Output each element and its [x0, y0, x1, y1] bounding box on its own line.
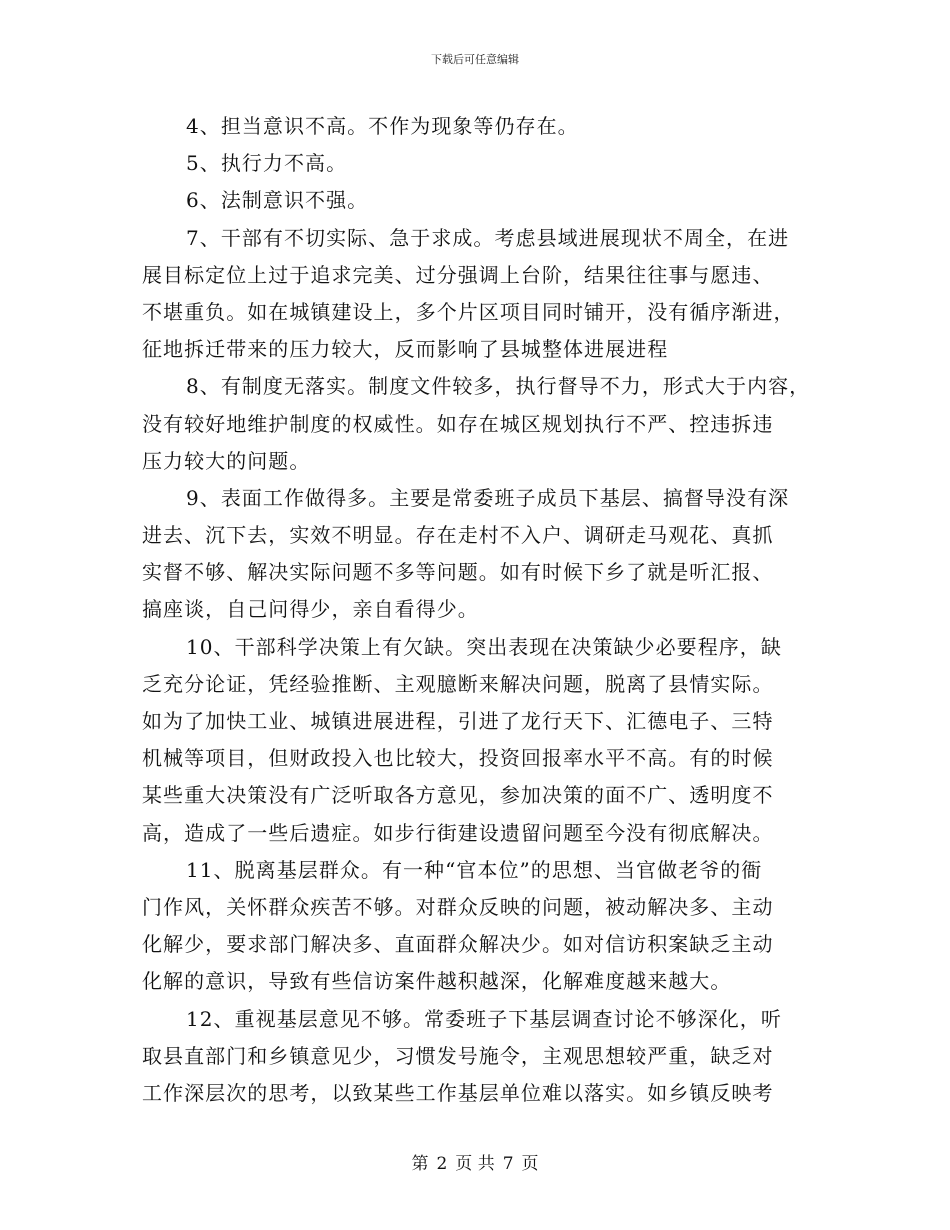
text-line: 高，造成了一些后遗症。如步行街建设遗留问题至今没有彻底解决。: [142, 820, 774, 845]
text-line: 8、有制度无落实。制度文件较多，执行督导不力，形式大于内容，: [186, 374, 811, 399]
total-pages-number: 7: [502, 1154, 514, 1174]
text-line: 7、干部有不切实际、急于求成。考虑县域进展现状不周全，在进: [186, 225, 790, 250]
text-line: 展目标定位上过于追求完美、过分强调上台阶，结果往往事与愿违、: [142, 262, 774, 287]
document-body: [142, 108, 811, 1112]
text-line: 机械等项目，但财政投入也比较大，投资回报率水平不高。有的时候: [142, 746, 774, 771]
text-line: 取县直部门和乡镇意见少，习惯发号施令，主观思想较严重，缺乏对: [142, 1043, 774, 1068]
text-line: 10、干部科学决策上有欠缺。突出表现在决策缺少必要程序，缺: [186, 634, 782, 659]
footer-suffix: 页: [521, 1154, 539, 1174]
text-line: 不堪重负。如在城镇建设上，多个片区项目同时铺开，没有循序渐进，: [142, 299, 795, 324]
text-line: 门作风，关怀群众疾苦不够。对群众反映的问题，被动解决多、主动: [142, 894, 774, 919]
current-page-number: 2: [436, 1154, 448, 1174]
text-line: 进去、沉下去，实效不明显。存在走村不入户、调研走马观花、真抓: [142, 523, 774, 548]
text-line: 化解少，要求部门解决多、直面群众解决少。如对信访积案缺乏主动: [142, 932, 774, 957]
text-line: 乏充分论证，凭经验推断、主观臆断来解决问题，脱离了县情实际。: [142, 671, 774, 696]
text-line: 9、表面工作做得多。主要是常委班子成员下基层、搞督导没有深: [186, 485, 790, 510]
text-line: 征地拆迁带来的压力较大，反而影响了县城整体进展进程: [142, 337, 669, 362]
text-line: 4、担当意识不高。不作为现象等仍存在。: [186, 114, 579, 138]
footer-prefix: 第: [411, 1154, 429, 1174]
text-line: 5、执行力不高。: [186, 151, 348, 176]
text-line: 压力较大的问题。: [142, 448, 311, 473]
text-line: 6、法制意识不强。: [186, 188, 369, 213]
page-header: 下载后可任意编辑: [431, 53, 519, 66]
text-line: 11、脱离基层群众。有一种“官本位”的思想、当官做老爷的衙: [186, 857, 763, 882]
text-line: 搞座谈，自己问得少，亲自看得少。: [142, 597, 479, 622]
text-line: 12、重视基层意见不够。常委班子下基层调查讨论不够深化，听: [186, 1006, 782, 1031]
footer-mid: 页 共: [455, 1154, 495, 1174]
text-line: 实督不够、解决实际问题不多等问题。如有时候下乡了就是听汇报、: [142, 560, 774, 585]
text-line: 某些重大决策没有广泛听取各方意见，参加决策的面不广、透明度不: [142, 783, 774, 808]
text-line: 如为了加快工业、城镇进展进程，引进了龙行天下、汇德电子、三特: [142, 709, 774, 733]
text-line: 工作深层次的思考，以致某些工作基层单位难以落实。如乡镇反映考: [142, 1080, 774, 1105]
text-line: 化解的意识，导致有些信访案件越积越深，化解难度越来越大。: [142, 969, 732, 994]
page-footer: [0, 1153, 950, 1175]
text-line: 没有较好地维护制度的权威性。如存在城区规划执行不严、控违拆违: [142, 411, 774, 436]
